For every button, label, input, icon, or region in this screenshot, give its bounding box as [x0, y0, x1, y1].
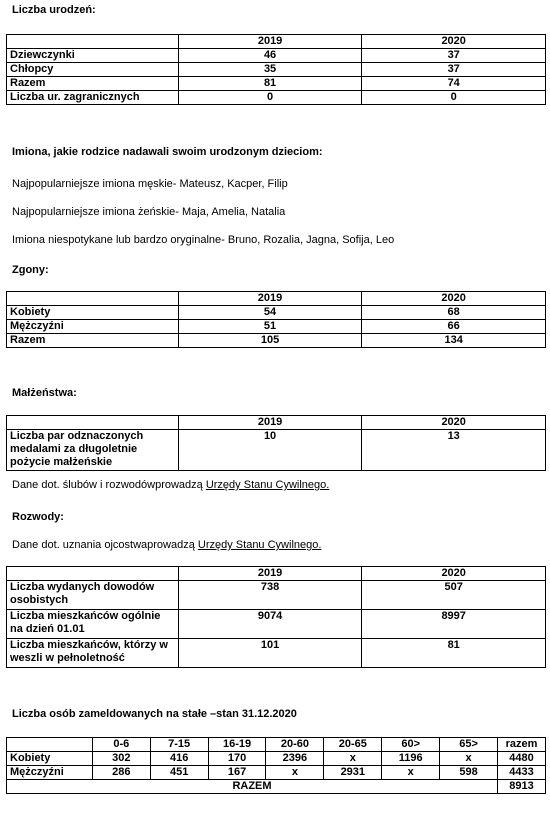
total-value: 8913	[497, 780, 545, 794]
year-header: 2019	[178, 292, 362, 306]
cell-value: 2396	[266, 752, 324, 766]
cell-value: 598	[440, 766, 498, 780]
cell-value: 13	[362, 430, 546, 471]
year-header: 2019	[178, 567, 362, 581]
table-row	[7, 738, 546, 752]
cell-value: x	[440, 752, 498, 766]
cell-value: 51	[178, 320, 362, 334]
cell-value: 1196	[382, 752, 440, 766]
column-header: 7-15	[150, 738, 208, 752]
cell-value: 416	[150, 752, 208, 766]
year-header: 2020	[362, 35, 546, 49]
column-header: 65>	[440, 738, 498, 752]
cell-value: 101	[178, 639, 362, 668]
cell-value: 66	[362, 320, 546, 334]
names-male: Najpopularniejsze imiona męskie- Mateusz, Kacper, Filip	[12, 178, 288, 190]
year-header: 2020	[362, 416, 546, 430]
year-header: 2019	[178, 35, 362, 49]
table-row	[7, 567, 546, 581]
row-label: Razem	[7, 334, 179, 348]
note-text: Dane dot. uznania ojcostwaprowadzą	[12, 539, 198, 551]
names-heading: Imiona, jakie rodzice nadawali swoim urodzonym dzieciom:	[12, 146, 323, 158]
cell-value: 302	[92, 752, 150, 766]
table-row	[7, 334, 546, 348]
residents-table	[6, 737, 546, 794]
cell-value: 0	[178, 91, 362, 105]
registry-office-link[interactable]: Urzędy Stanu Cywilnego.	[205, 479, 330, 491]
total-label: RAZEM	[7, 780, 498, 794]
cell-value: 167	[208, 766, 266, 780]
deaths-heading: Zgony:	[12, 264, 49, 276]
cell-value: 68	[362, 306, 546, 320]
column-header: 0-6	[92, 738, 150, 752]
table-row	[7, 752, 546, 766]
cell-value: x	[382, 766, 440, 780]
marriages-table	[6, 415, 546, 471]
column-header: 20-60	[266, 738, 324, 752]
table-row	[7, 292, 546, 306]
row-label: Liczba mieszkańców ogólnie na dzień 01.01	[7, 610, 179, 639]
marriages-note	[12, 479, 329, 491]
cell-value: 0	[362, 91, 546, 105]
row-label: Razem	[7, 77, 179, 91]
table-row	[7, 766, 546, 780]
cell-value: 10	[178, 430, 362, 471]
table-row	[7, 306, 546, 320]
cell-value: 46	[178, 49, 362, 63]
cell-value: 4480	[497, 752, 545, 766]
cell-value: 81	[178, 77, 362, 91]
residents-heading: Liczba osób zameldowanych na stałe –stan 31.12.2020	[12, 708, 297, 720]
cell-value: 35	[178, 63, 362, 77]
cell-value: 738	[178, 581, 362, 610]
cell-value: 37	[362, 63, 546, 77]
table-row	[7, 416, 546, 430]
column-header: 16-19	[208, 738, 266, 752]
table-row	[7, 77, 546, 91]
cell-value: 54	[178, 306, 362, 320]
divorces-note	[12, 539, 321, 551]
births-heading: Liczba urodzeń:	[12, 4, 96, 16]
cell-value: 134	[362, 334, 546, 348]
cell-value: 81	[362, 639, 546, 668]
table-row	[7, 49, 546, 63]
cell-value: 451	[150, 766, 208, 780]
row-label: Liczba par odznaczonych medalami za długoletnie pożycie małżeńskie	[7, 430, 179, 471]
year-header: 2020	[362, 567, 546, 581]
cell-value: 74	[362, 77, 546, 91]
row-label: Liczba mieszkańców, którzy w weszli w pełnoletność	[7, 639, 179, 668]
cell-value: 105	[178, 334, 362, 348]
table-row	[7, 91, 546, 105]
cell-value: 2931	[324, 766, 382, 780]
year-header: 2019	[178, 416, 362, 430]
cell-value: x	[266, 766, 324, 780]
cell-value: x	[324, 752, 382, 766]
table-row	[7, 780, 546, 794]
row-label: Mężczyźni	[7, 766, 93, 780]
cell-value: 286	[92, 766, 150, 780]
divorces-heading: Rozwody:	[12, 511, 64, 523]
year-header: 2020	[362, 292, 546, 306]
table-row	[7, 63, 546, 77]
table-row	[7, 35, 546, 49]
documents-table	[6, 566, 546, 668]
table-row	[7, 581, 546, 610]
cell-value: 507	[362, 581, 546, 610]
row-label: Liczba wydanych dowodów osobistych	[7, 581, 179, 610]
cell-value: 37	[362, 49, 546, 63]
column-header: 20-65	[324, 738, 382, 752]
table-row	[7, 639, 546, 668]
cell-value: 9074	[178, 610, 362, 639]
column-header: 60>	[382, 738, 440, 752]
table-row	[7, 320, 546, 334]
row-label: Dziewczynki	[7, 49, 179, 63]
table-row	[7, 430, 546, 471]
names-female: Najpopularniejsze imiona żeńskie- Maja, Amelia, Natalia	[12, 206, 286, 218]
row-label: Chłopcy	[7, 63, 179, 77]
cell-value: 170	[208, 752, 266, 766]
deaths-table	[6, 291, 546, 348]
note-text: Dane dot. ślubów i rozwodówprowadzą	[12, 479, 206, 491]
cell-value: 4433	[497, 766, 545, 780]
column-header: razem	[497, 738, 545, 752]
births-table	[6, 34, 546, 105]
table-row	[7, 610, 546, 639]
row-label: Mężczyźni	[7, 320, 179, 334]
row-label: Kobiety	[7, 306, 179, 320]
registry-office-link[interactable]: Urzędy Stanu Cywilnego.	[197, 539, 322, 551]
row-label: Liczba ur. zagranicznych	[7, 91, 179, 105]
names-rare: Imiona niespotykane lub bardzo oryginalne- Bruno, Rozalia, Jagna, Sofija, Leo	[12, 234, 395, 246]
marriages-heading: Małżeństwa:	[12, 387, 77, 399]
cell-value: 8997	[362, 610, 546, 639]
row-label: Kobiety	[7, 752, 93, 766]
